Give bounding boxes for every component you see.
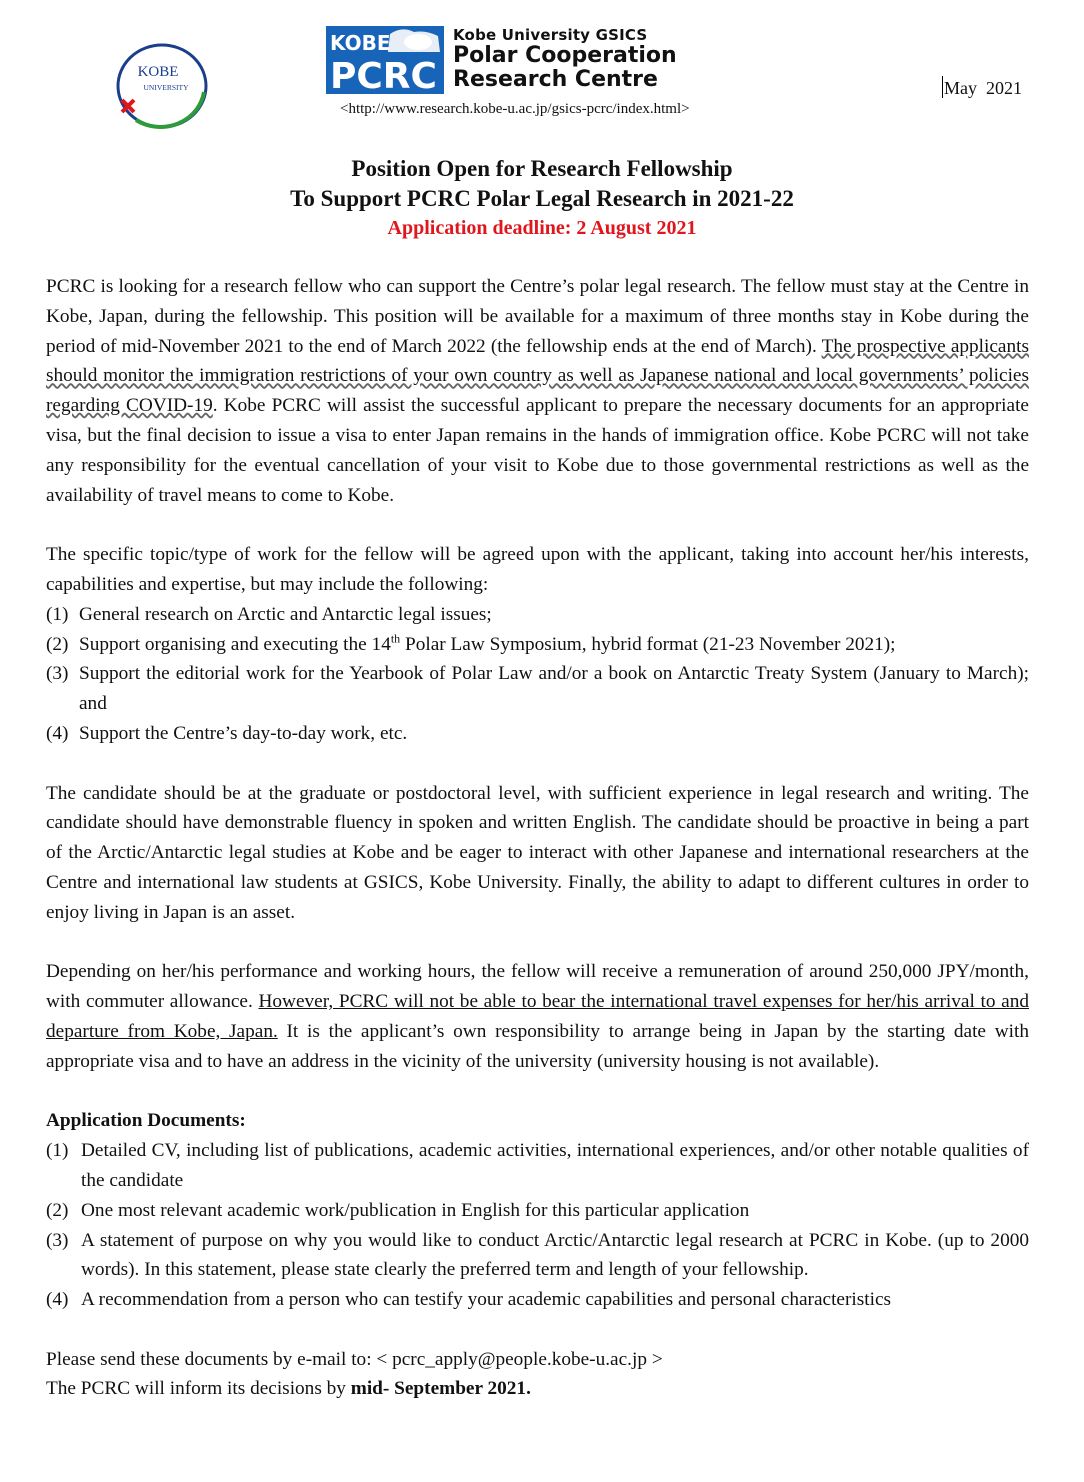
pcrc-logo-main: PCRC <box>330 56 437 94</box>
title-line-1: Position Open for Research Fellowship <box>351 156 733 181</box>
website-url[interactable]: <http://www.research.kobe-u.ac.jp/gsics-pcrc/index.html> <box>340 101 690 117</box>
org-line-1: Kobe University GSICS <box>453 26 648 44</box>
list-item: (1) Detailed CV, including list of publications, academic activities, international experiences, and/or other notable qualities of the candidate <box>46 1140 1029 1191</box>
documents-heading: Application Documents: <box>46 1110 246 1132</box>
pcrc-logo-top: KOBE <box>330 31 391 55</box>
documents-list <box>46 1136 1029 1315</box>
title-block <box>0 154 1084 242</box>
work-intro: The specific topic/type of work for the fellow will be agreed upon with the applicant, taking into account her/his interests, capabilities and expertise, but may include the following: <box>46 544 1029 595</box>
intro-paragraph <box>46 272 1029 510</box>
list-item: (1) General research on Arctic and Antarctic legal issues; <box>46 603 492 625</box>
pcrc-logo <box>326 26 444 94</box>
contact-email-line[interactable]: Please send these documents by e-mail to: < pcrc_apply@people.kobe-u.ac.jp > <box>46 1348 663 1370</box>
document-body <box>46 272 1029 1404</box>
remuneration-text-2: It is the applicant’s own responsibility to arrange being in Japan by the starting date with appropriate visa and to have an address in the vicinity of the university (university housing is not available). <box>46 1020 1029 1072</box>
kobe-university-logo <box>108 42 210 130</box>
list-item: (2) Support organising and executing the 14th Polar Law Symposium, hybrid format (21-23 November 2021); <box>46 631 896 655</box>
kobe-logo-sub: UNIVERSITY <box>143 83 189 92</box>
title-line-2: To Support PCRC Polar Legal Research in 2021-22 <box>290 186 794 211</box>
remuneration-underlined: However, PCRC will not be able to bear the international travel expenses for her/his arrival to and departure from Kobe, Japan. <box>46 991 1029 1042</box>
list-item: (4) Support the Centre’s day-to-day work, etc. <box>46 722 408 744</box>
kobe-logo-text: KOBE <box>137 64 179 80</box>
date-text: May 2021 <box>944 78 1022 98</box>
decision-line: The PCRC will inform its decisions by mid- September 2021. <box>46 1378 531 1400</box>
org-line-2: Polar Cooperation <box>453 43 677 68</box>
text-cursor <box>942 76 943 98</box>
document-date <box>942 76 1022 99</box>
intro-underlined: The prospective applicants should monitor the immigration restrictions of your own country as well as Japanese national and local governments’ policies regarding COVID-19 <box>46 335 1029 417</box>
list-item: (2) One most relevant academic work/publication in English for this particular application <box>46 1199 750 1221</box>
remuneration-paragraph <box>46 957 1029 1076</box>
org-line-3: Research Centre <box>453 67 658 92</box>
work-list <box>46 600 1029 749</box>
application-deadline: Application deadline: 2 August 2021 <box>387 217 697 239</box>
list-item: (4) A recommendation from a person who can testify your academic capabilities and personal characteristics <box>46 1289 892 1311</box>
intro-text-2: . Kobe PCRC will assist the successful applicant to prepare the necessary documents for an appropriate visa, but the final decision to issue a visa to enter Japan remains in the hands of immigration office. Kobe PCRC will not take any responsibility for the eventual cancellation of your visit to Kobe due to those governmental restrictions as well as the availability of travel means to come to Kobe. <box>46 395 1029 506</box>
organisation-name <box>453 26 677 92</box>
remuneration-text-1: Depending on her/his performance and working hours, the fellow will receive a remuneration of around 250,000 JPY/month, with commuter allowance. <box>46 961 1029 1013</box>
list-item: (3) A statement of purpose on why you would like to conduct Arctic/Antarctic legal research at PCRC in Kobe. (up to 2000 words). In this statement, please state clearly the preferred term and length of your fellowship. <box>46 1229 1029 1281</box>
candidate-paragraph: The candidate should be at the graduate or postdoctoral level, with sufficient experience in legal research and writing. The candidate should have demonstrable fluency in spoken and written English. The candidate should be proactive in being a part of the Arctic/Antarctic legal studies at Kobe and be eager to interact with other Japanese and international researchers at the Centre and international law students at GSICS, Kobe University. Finally, the ability to adapt to different cultures in order to enjoy living in Japan is an asset. <box>46 782 1029 923</box>
list-item: (3) Support the editorial work for the Yearbook of Polar Law and/or a book on Antarctic Treaty System (January to March); and <box>46 663 1029 715</box>
intro-text-1: PCRC is looking for a research fellow who can support the Centre’s polar legal research. The fellow must stay at the Centre in Kobe, Japan, during the fellowship. This position will be available for a maximum of three months stay in Kobe during the period of mid-November 2021 to the end of March 2022 (the fellowship ends at the end of March). <box>46 276 1029 357</box>
